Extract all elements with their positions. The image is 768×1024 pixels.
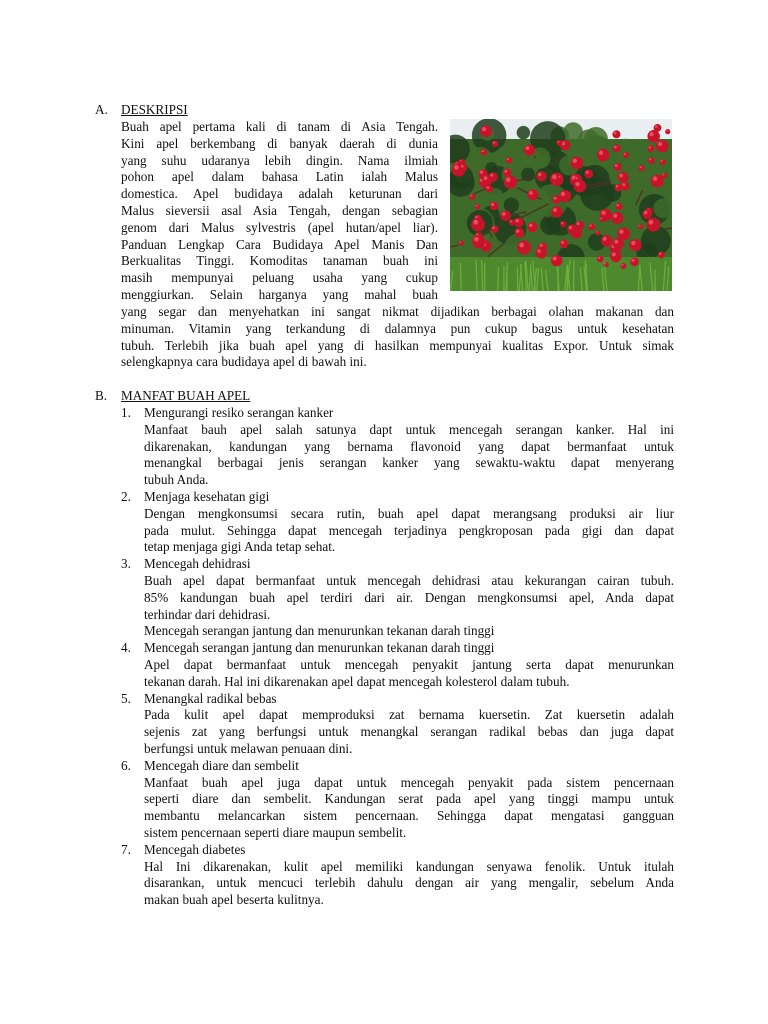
apple-highlight [631,259,634,262]
benefit-list [121,405,674,909]
apple-fruit [558,175,563,180]
text-line: domestica. Apel budidaya adalah keturunan dari [121,186,438,202]
apple-fruit [638,165,644,171]
apple-highlight [614,146,617,149]
apple-fruit [514,228,524,238]
apple-highlight [482,150,484,152]
apple-fruit [503,168,511,176]
list-item-body [144,775,674,842]
text-line: Panduan Lengkap Cara Budidaya Apel Manis Dan [121,236,438,252]
apple-fruit [469,194,475,200]
list-item-body [144,859,674,909]
apple-highlight [561,222,563,224]
list-item-body [144,657,674,691]
apple-highlight [655,125,658,128]
apple-highlight [653,176,658,181]
apple-highlight [553,257,557,261]
text-line: Malus sieversii asal Asia Tengah, dengan sebagian [121,202,438,218]
apple-highlight [658,142,662,146]
text-line: Manfaat buah apel juga dapat untuk mencegah penyakit pada sistem pencernaan [144,774,674,790]
apple-fruit [567,224,577,234]
apple-highlight [476,205,478,207]
apple-highlight [519,243,524,248]
list-item-body [144,573,674,623]
apple-fruit [491,225,499,233]
section-a-continuation-paragraph [121,304,674,371]
apple-highlight [621,264,623,266]
apple-highlight [586,171,589,174]
section-a-letter: A. [95,102,108,117]
apple-fruit [486,185,493,192]
apple-highlight [470,195,472,197]
apple-highlight [624,153,626,155]
text-line: berfungsi untuk melawan penuaan dini. [144,740,353,756]
list-item-number: 7. [121,841,131,857]
apple-highlight [598,257,600,259]
text-line: dikarenakan, kandungan yang bernama flavonoid yang dapat bermanfaat untuk [144,438,674,454]
apple-highlight [616,185,619,188]
apple-fruit [623,152,629,158]
apple-highlight [459,241,461,243]
apple-fruit [560,221,566,227]
apple-fruit [601,235,613,247]
apple-highlight [504,170,507,173]
apple-fruit [480,125,492,137]
leaf-cluster [504,198,519,213]
text-line: tetap menjaga gigi Anda tetap sehat. [144,539,336,555]
apple-fruit [492,141,498,147]
leaf-cluster [517,126,530,139]
apple-fruit [551,206,562,217]
list-item-title: Mengurangi resiko serangan kanker [144,405,334,420]
list-item-body [144,707,674,757]
text-line: Buah apel pertama kali di tanam di Asia Tengah. [121,119,438,134]
apple-highlight [480,170,483,173]
list-item-body [144,422,674,489]
section-b-title: MANFAT BUAH APEL [121,388,251,403]
apple-fruit [651,174,664,187]
text-line: yang suhu udaranya lebih dingin. Nama ilmiah [121,152,438,168]
apple-highlight [506,177,511,182]
apple-highlight [561,192,565,196]
apple-highlight [619,174,623,178]
list-item-title: Mencegah diare dan sembelit [144,757,299,773]
list-item-number: 4. [121,640,131,656]
list-item-title: Mencegah diabetes [144,841,246,857]
apple-fruit [490,202,499,211]
apple-fruit [517,241,531,255]
apple-orchard-image [450,119,672,291]
section-a-heading [95,102,395,119]
text-line: menangkal berbagai jenis serangan kanker yang sewaktu-waktu dapat menyerang [144,455,674,471]
apple-highlight [493,142,495,144]
text-line: Dengan mengkonsumsi secara rutin, buah apel dapat merangsang produksi air liur [144,505,674,521]
apple-highlight [614,240,618,244]
list-item [121,556,674,640]
list-item-number: 3. [121,556,131,572]
text-line: 85% kandungan buah apel terdiri dari air. Dengan mengkonsumsi apel, Anda dapat [144,589,674,605]
section-a-title: DESKRIPSI [121,102,188,117]
apple-highlight [617,204,620,207]
apple-fruit [538,242,547,251]
text-line: minuman. Vitamin yang terkandung di dalamnya pun cukup bagus untuk kesehatan [121,320,674,336]
apple-fruit [536,171,546,181]
apple-fruit [630,257,639,266]
list-item-body [144,506,674,556]
apple-orchard-icon [450,119,672,291]
apple-fruit [613,145,621,153]
apple-fruit [524,144,535,155]
text-line: pohon apel dalam bahasa Latin ialah Malus [121,169,438,185]
apple-fruit [618,172,629,183]
list-item-extra-line: Mencegah serangan jantung dan menurunkan tekanan darah tinggi [144,623,495,639]
text-line: Buah apel dapat bermanfaat untuk mencegah dehidrasi atau kekurangan cairan tubuh. [144,572,674,588]
apple-fruit [620,263,626,269]
apple-fruit [610,251,621,262]
list-item-title: Mencegah dehidrasi [144,556,251,572]
apple-highlight [615,164,618,167]
apple-fruit [648,145,655,152]
apple-highlight [649,146,651,148]
apple-highlight [614,131,617,134]
apple-highlight [649,132,653,136]
apple-highlight [492,226,495,229]
apple-highlight [454,165,459,170]
text-line: genom dari Malus sylvestris (apel hutan/apel liar). [121,219,438,235]
list-item-number: 1. [121,405,131,420]
grass-blade [498,267,499,291]
list-item [121,405,674,489]
text-line: terhindar dari dehidrasi. [144,606,271,622]
text-line: tubuh. Terlebih jika buah apel yang di hasilkan mempunyai kualitas Expor. Untuk simak [121,337,674,353]
apple-fruit [599,217,604,222]
apple-fruit [604,262,609,267]
apple-highlight [529,191,533,195]
apple-fruit [471,218,485,232]
apple-highlight [596,231,598,233]
apple-fruit [612,130,620,138]
apple-highlight [559,176,561,178]
apple-fruit [460,164,467,171]
apple-fruit [621,182,629,190]
apple-highlight [507,158,509,160]
apple-highlight [603,237,607,241]
leaf-cluster [624,142,644,162]
text-line: Apel dapat bermanfaat untuk mencegah penyakit jantung serta dapat menurunkan [144,656,674,672]
text-line: pada mulut. Sehingga dapat mencegah terjadinya pengkroposan pada gigi dan dapat [144,522,674,538]
text-line: seperti diare dan sembelit. Kandungan serat pada apel yang tinggi mampu untuk [144,791,674,807]
apple-fruit [658,251,665,258]
apple-highlight [659,252,661,254]
apple-fruit [506,157,512,163]
apple-fruit [615,184,623,192]
text-line: menggiurkan. Selain harganya yang mahal buah [121,286,438,302]
text-line: Berkualitas Tinggi. Komoditas tanaman buah ini [121,253,438,269]
apple-highlight [639,166,641,168]
apple-highlight [529,224,533,228]
apple-fruit [504,175,517,188]
apple-fruit [500,210,510,220]
list-item-number: 2. [121,488,131,504]
apple-fruit [584,169,593,178]
apple-highlight [649,220,654,225]
apple-fruit [560,240,569,249]
apple-highlight [619,229,623,233]
apple-highlight [644,211,647,214]
apple-fruit [660,159,666,165]
apple-highlight [473,220,478,225]
apple-fruit [514,217,524,227]
section-a-intro-paragraph [121,119,438,304]
apple-fruit [551,255,563,267]
apple-highlight [515,219,518,222]
apple-highlight [461,165,464,168]
apple-highlight [666,130,668,132]
section-b-heading [95,388,395,405]
list-item-number: 5. [121,690,131,706]
apple-fruit [595,230,600,235]
list-item-number: 6. [121,757,131,773]
apple-fruit [629,239,641,251]
apple-highlight [502,212,506,216]
apple-highlight [484,176,488,180]
apple-fruit [611,212,623,224]
apple-highlight [573,159,577,163]
apple-fruit [574,176,580,182]
apple-highlight [538,173,542,177]
text-line: Hal Ini dikarenakan, kulit apel memiliki kandungan senyawa fenolik. Untuk itulah [144,858,674,874]
apple-highlight [491,203,494,206]
text-line: makan buah apel beserta kulitnya. [144,892,324,908]
apple-highlight [552,175,557,180]
list-item [121,691,674,758]
apple-highlight [600,218,602,220]
apple-fruit [556,140,562,146]
apple-fruit [472,235,485,248]
text-line: sejenis zat yang berfungsi untuk menangkal serangan radikal bebas dan juga dapat [144,724,674,740]
apple-highlight [599,151,603,155]
apple-highlight [613,214,617,218]
apple-highlight [516,229,519,232]
apple-highlight [557,141,559,143]
apple-highlight [661,160,663,162]
apple-highlight [577,222,580,225]
apple-highlight [663,173,665,175]
text-line: Manfaat bauh apel salah satunya dapt untuk mencegah serangan kanker. Hal ini [144,421,674,437]
text-line: tekanan darah. Hal ini dikarenakan apel dapat mencegah kolesterol dalam tubuh. [144,673,570,689]
apple-fruit [597,149,610,162]
apple-highlight [575,177,577,179]
apple-fruit [482,175,493,186]
apple-highlight [554,197,557,200]
apple-fruit [597,256,604,263]
text-line: masih mempunyai peluang usaha yang cukup [121,270,438,286]
apple-highlight [604,263,606,265]
apple-highlight [569,226,572,229]
apple-highlight [589,224,591,226]
apple-highlight [540,244,543,247]
apple-highlight [474,237,479,242]
apple-fruit [662,173,668,179]
apple-fruit [614,163,622,171]
text-line: yang segar dan menyehatkan ini sangat nikmat dijadikan berbagai olahan makanan dan [121,304,674,319]
apple-fruit [527,189,538,200]
text-line: disarankan, untuk mencuci terlebih dahulu dengan air yang mengalir, sebelum Anda [144,875,674,891]
list-item [121,640,674,690]
list-item [121,489,674,556]
apple-fruit [615,203,622,210]
apple-highlight [639,225,641,227]
apple-fruit [638,224,643,229]
apple-highlight [510,220,512,222]
text-line: sistem pencernaan seperti diare maupun sembelit. [144,824,407,840]
apple-fruit [642,209,652,219]
text-line: selengkapnya cara budidaya apel di bawah ini. [121,354,367,370]
list-item-title: Menjaga kesehatan gigi [144,488,270,504]
apple-highlight [482,127,486,131]
list-item [121,842,674,909]
apple-highlight [631,241,635,245]
text-line: membantu melancarkan sistem pencernaan. Sehingga dapat mengatasi gangguan [144,808,674,824]
apple-fruit [475,204,480,209]
apple-fruit [509,219,515,225]
apple-fruit [459,241,464,246]
text-line: tubuh Anda. [144,472,209,488]
apple-fruit [647,218,661,232]
apple-highlight [525,146,529,150]
apple-fruit [588,223,595,230]
apple-fruit [648,157,655,164]
apple-fruit [481,149,488,156]
apple-fruit [559,190,571,202]
list-item-title: Menangkal radikal bebas [144,690,277,706]
apple-fruit [527,222,537,232]
section-b-letter: B. [95,388,108,403]
apple-fruit [647,130,659,142]
apple-fruit [665,129,670,134]
tree-branch [534,156,535,158]
apple-highlight [601,211,605,215]
apple-highlight [553,208,557,212]
text-line: Kini apel berkembang di banyak daerah di dunia [121,135,438,151]
apple-highlight [622,183,625,186]
list-item [121,758,674,842]
apple-highlight [612,252,616,256]
apple-fruit [571,157,584,170]
apple-highlight [649,158,651,160]
list-item-title: Mencegah serangan jantung dan menurunkan tekanan darah tinggi [144,640,495,656]
apple-highlight [561,241,564,244]
apple-fruit [613,238,624,249]
apple-fruit [656,140,668,152]
apple-highlight [487,186,490,189]
text-line: Pada kulit apel dapat memproduksi zat bernama kuersetin. Zat kuersetin adalah [144,707,674,723]
